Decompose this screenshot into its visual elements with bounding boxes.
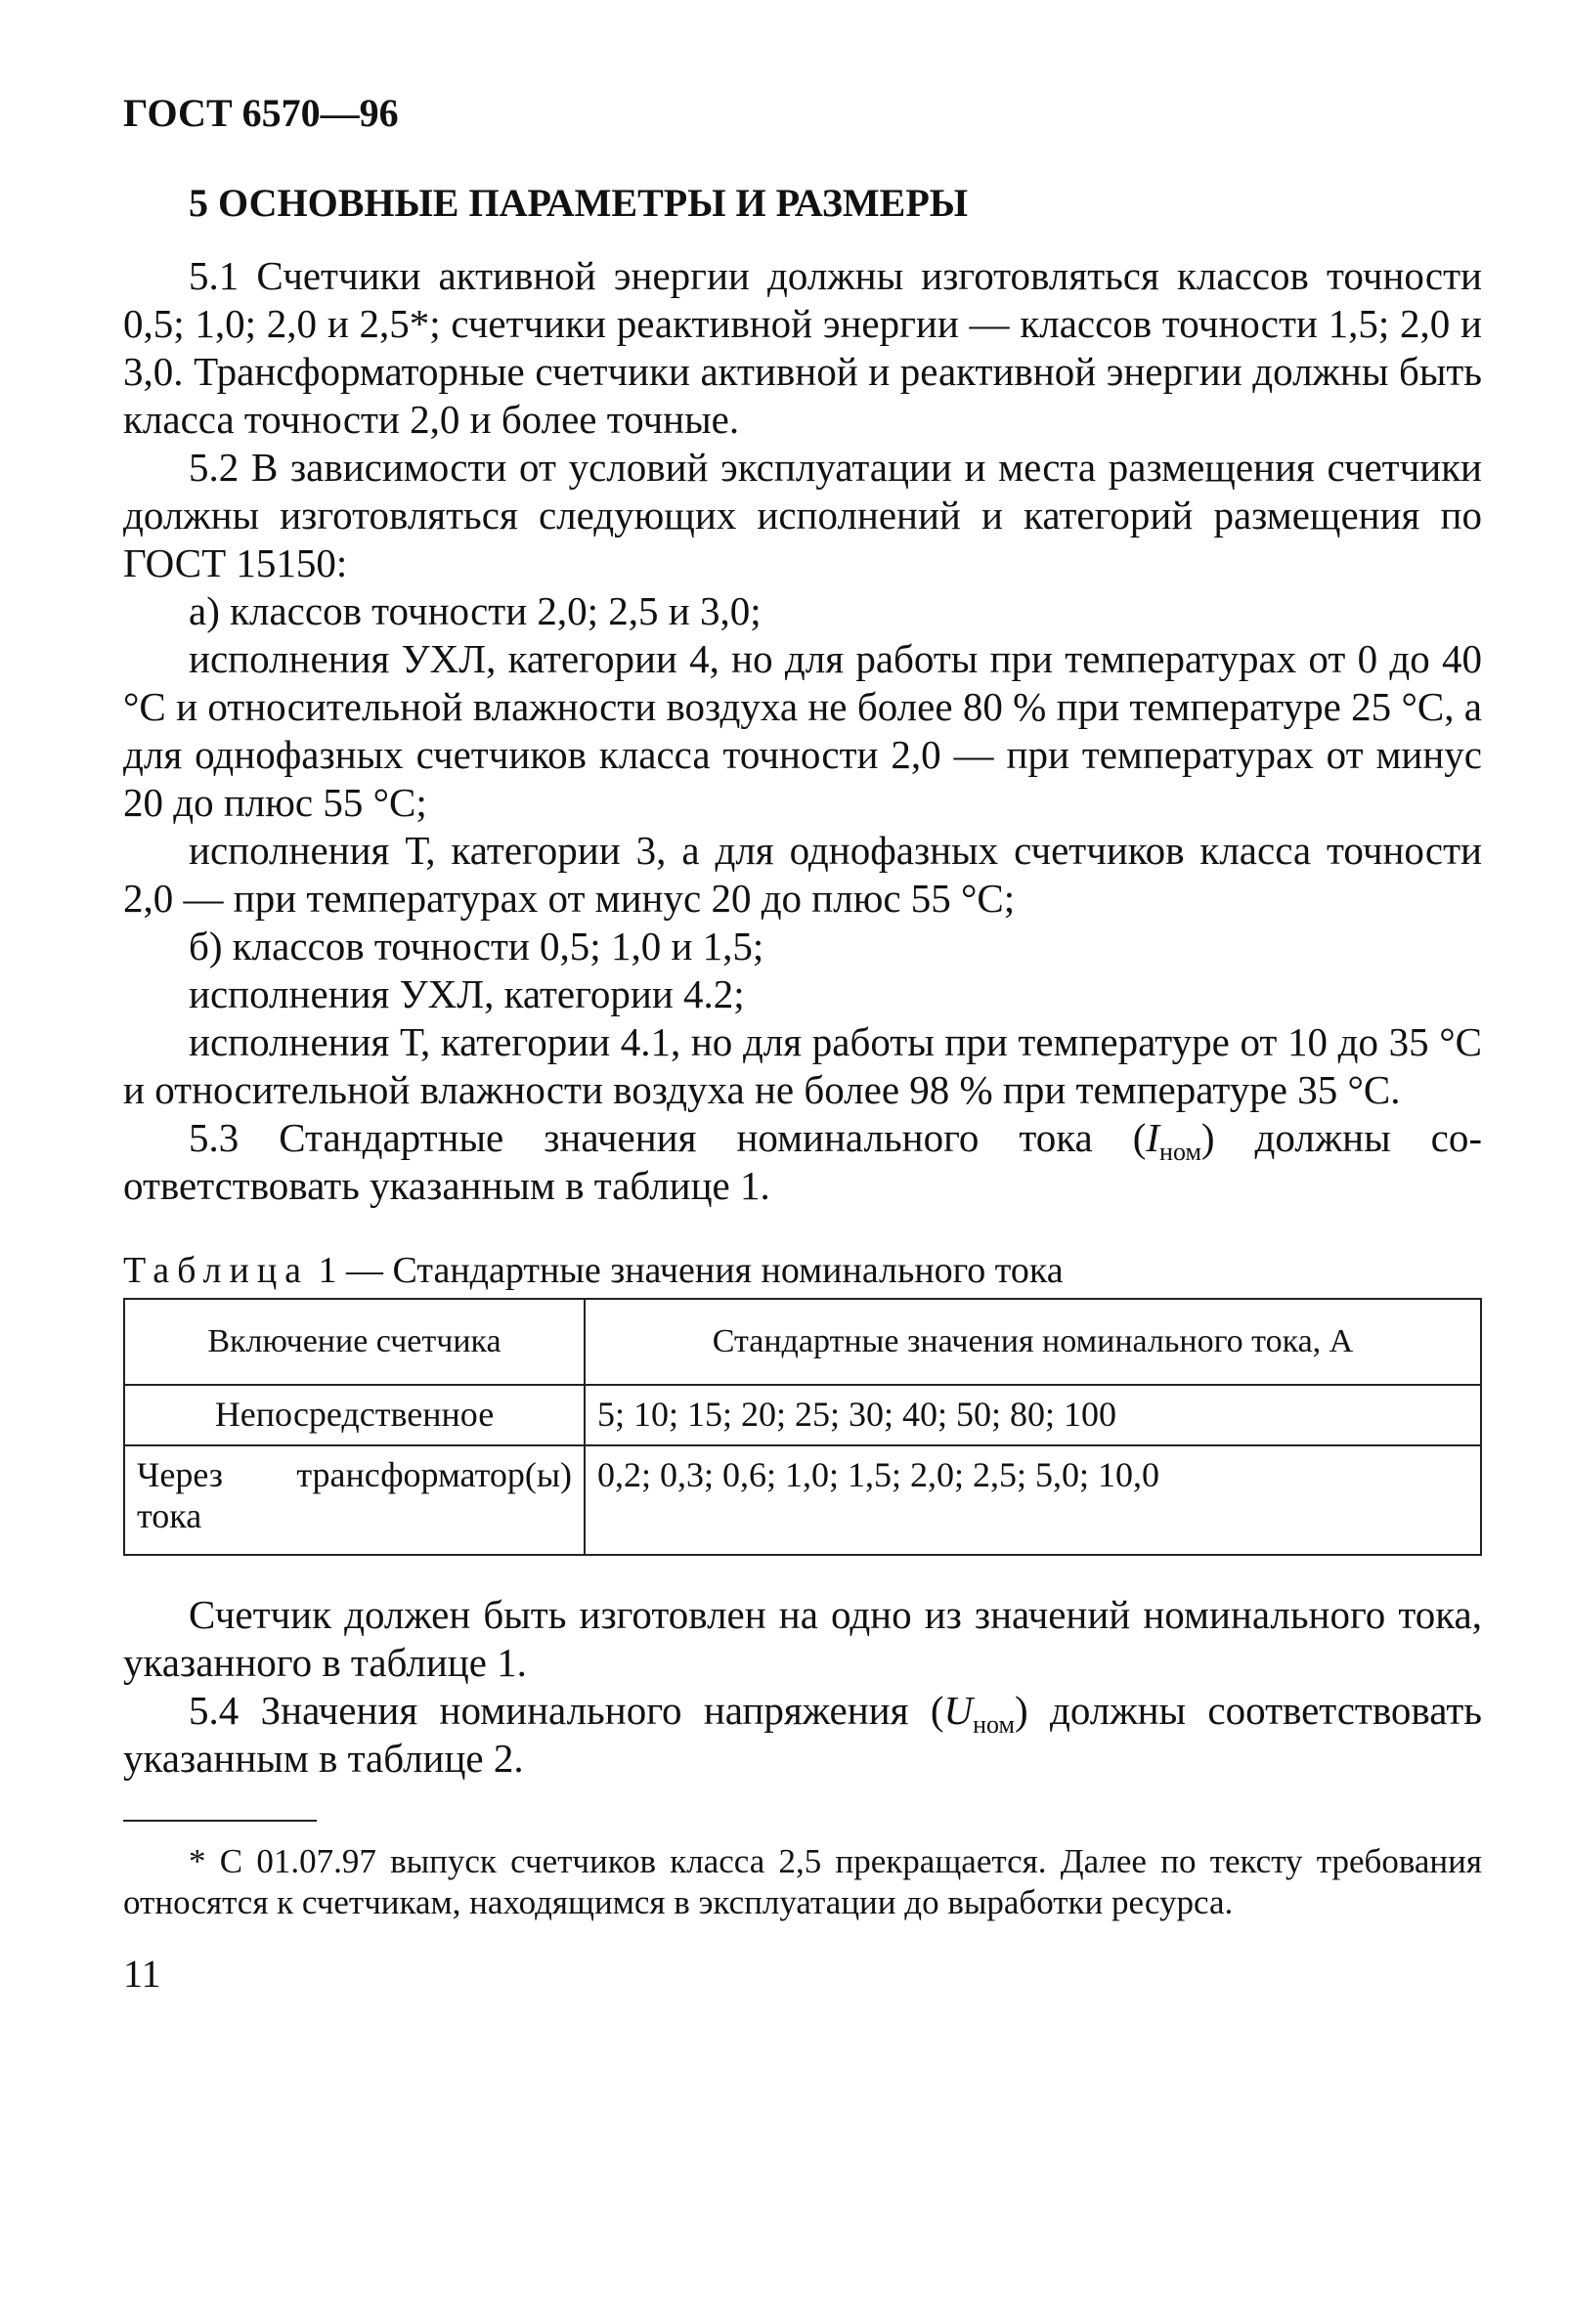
table-cell: 5; 10; 15; 20; 25; 30; 40; 50; 80; 100 (585, 1385, 1481, 1445)
document-header: ГОСТ 6570—96 (123, 91, 399, 135)
table-header-cell: Включение счетчика (124, 1299, 585, 1385)
paragraph-after-table: Счетчик должен быть изготовлен на одно из значений номинального тока, указанного в таблице 1. (123, 1592, 1482, 1685)
paragraph-5-3 (123, 1114, 1482, 1210)
table-cell: Через трансформатор(ы) тока (124, 1445, 585, 1555)
list-item-b-1: исполнения УХЛ, категории 4.2; (189, 971, 745, 1016)
current-symbol: I (1146, 1115, 1160, 1160)
paragraph-5-3-end: ) должны соответствовать указанным в таблице 1. (123, 1115, 1482, 1208)
list-item-b: б) классов точности 0,5; 1,0 и 1,5; (189, 924, 764, 968)
table-row (124, 1385, 1481, 1445)
list-item-a-1: исполнения УХЛ, категории 4, но для работы при температурах от 0 до 40 °С и относительной влажности воздуха не более 80 % при температуре 25 °С, а для однофазных счетчиков класса точности 2,0 — при температурах от минус 20 до плюс 55 °С; (123, 636, 1482, 825)
table-row (124, 1445, 1481, 1555)
document-page (123, 90, 1482, 1998)
list-item-b-2: исполнения Т, категории 4.1, но для работы при температуре от 10 до 35 °С и относительной влажности воздуха не более 98 % при температуре 35 °С. (123, 1019, 1482, 1112)
table-caption-text: 1 — Стандартные значения номинального тока (309, 1250, 1064, 1291)
footnote-divider (123, 1820, 317, 1822)
voltage-symbol: U (943, 1688, 974, 1733)
current-subscript: ном (1159, 1138, 1201, 1167)
table-cell: Непосредственное (124, 1385, 585, 1445)
table-caption (123, 1249, 1482, 1292)
list-item-a: а) классов точности 2,0; 2,5 и 3,0; (189, 588, 762, 633)
table-header-row (124, 1299, 1481, 1385)
paragraph-5-4-start: 5.4 Значения номинального напряжения ( (189, 1688, 944, 1733)
paragraph-5-1: 5.1 Счетчики активной энергии должны изготовляться классов точности 0,5; 1,0; 2,0 и 2,5*; счетчики реактивной энергии — классов точности 1,5; 2,0 и 3,0. Трансформаторные счетчики активной и реактивной энергии должны быть класса точности 2,0 и более точные. (123, 253, 1482, 442)
table-header-cell: Стандартные значения номинального тока, А (585, 1299, 1481, 1385)
footnote: * С 01.07.97 выпуск счетчиков класса 2,5 прекращается. Далее по тексту требования относятся к счетчикам, находящимся в эксплуатации до выработки ресурса. (123, 1842, 1482, 1921)
paragraph-5-3-start: 5.3 Стандартные значения номинального тока ( (189, 1115, 1147, 1160)
section-title: 5 ОСНОВНЫЕ ПАРАМЕТРЫ И РАЗМЕРЫ (189, 181, 969, 225)
paragraph-5-2: 5.2 В зависимости от условий эксплуатации и места размещения счетчики должны изготовляться следующих исполнений и категорий размещения по ГОСТ 15150: (123, 445, 1482, 585)
paragraph-5-4-end: ) должны соответствовать указанным в таблице 2. (123, 1688, 1482, 1781)
table-1 (123, 1298, 1482, 1556)
voltage-subscript: ном (973, 1710, 1015, 1740)
table-caption-label: Таблица (123, 1250, 310, 1291)
list-item-a-2: исполнения Т, категории 3, а для однофазных счетчиков класса точности 2,0 — при температурах от минус 20 до плюс 55 °С; (123, 828, 1482, 921)
table-cell: 0,2; 0,3; 0,6; 1,0; 1,5; 2,0; 2,5; 5,0; 10,0 (585, 1445, 1481, 1555)
page-number: 11 (123, 1952, 161, 1996)
paragraph-5-4 (123, 1687, 1482, 1783)
